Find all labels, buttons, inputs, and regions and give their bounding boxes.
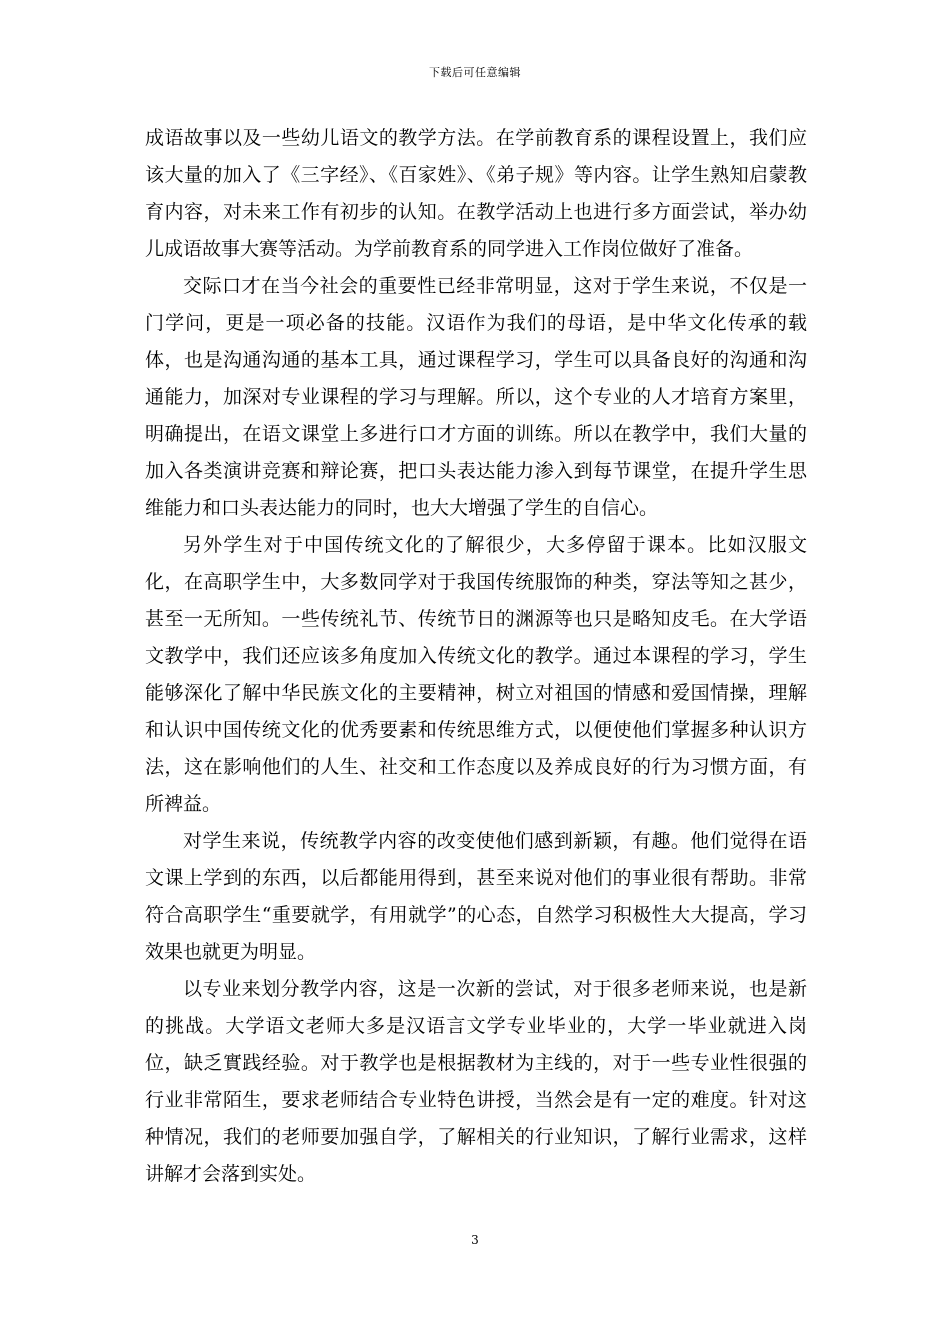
page-header: 下载后可任意编辑 (429, 66, 521, 79)
document-body (145, 120, 807, 1193)
paragraph-2: 交际口才在当今社会的重要性已经非常明显，这对于学生来说，不仅是一门学问，更是一项必备的技能。汉语作为我们的母语，是中华文化传承的载体，也是沟通沟通的基本工具，通过课程学习，学生可以具备良好的沟通和沟通能力，加深对专业课程的学习与理解。所以，这个专业的人才培育方案里，明确提出，在语文课堂上多进行口才方面的训练。所以在教学中，我们大量的加入各类演讲竞赛和辩论赛，把口头表达能力渗入到每节课堂，在提升学生思维能力和口头表达能力的同时，也大大增强了学生的自信心。 (145, 275, 807, 519)
paragraph-4: 对学生来说，传统教学内容的改变使他们感到新颖，有趣。他们觉得在语文课上学到的东西，以后都能用得到，甚至来说对他们的事业很有帮助。非常符合高职学生“重要就学，有用就学”的心态，自然学习积极性大大提高，学习效果也就更为明显。 (145, 830, 807, 963)
paragraph-3: 另外学生对于中国传统文化的了解很少，大多停留于课本。比如汉服文化，在高职学生中，大多数同学对于我国传统服饰的种类，穿法等知之甚少，甚至一无所知。一些传统礼节、传统节日的渊源等也只是略知皮毛。在大学语文教学中，我们还应该多角度加入传统文化的教学。通过本课程的学习，学生能够深化了解中华民族文化的主要精神，树立对祖国的情感和爱国情操，理解和认识中国传统文化的优秀要素和传统思维方式，以便使他们掌握多种认识方法，这在影响他们的人生、社交和工作态度以及养成良好的行为习惯方面，有所裨益。 (145, 534, 807, 815)
paragraph-1: 成语故事以及一些幼儿语文的教学方法。在学前教育系的课程设置上，我们应该大量的加入了《三字经》、《百家姓》、《弟子规》等内容。让学生熟知启蒙教育内容，对未来工作有初步的认知。在教学活动上也进行多方面尝试，举办幼儿成语故事大赛等活动。为学前教育系的同学进入工作岗位做好了准备。 (145, 127, 807, 260)
page-number: 3 (471, 1233, 479, 1247)
paragraph-5: 以专业来划分教学内容，这是一次新的尝试，对于很多老师来说，也是新的挑战。大学语文老师大多是汉语言文学专业毕业的，大学一毕业就进入岗位，缺乏實践经验。对于教学也是根据教材为主线的，对于一些专业性很强的行业非常陌生，要求老师结合专业特色讲授，当然会是有一定的难度。针对这种情况，我们的老师要加强自学，了解相关的行业知识，了解行业需求，这样讲解才会落到实处。 (145, 978, 807, 1185)
